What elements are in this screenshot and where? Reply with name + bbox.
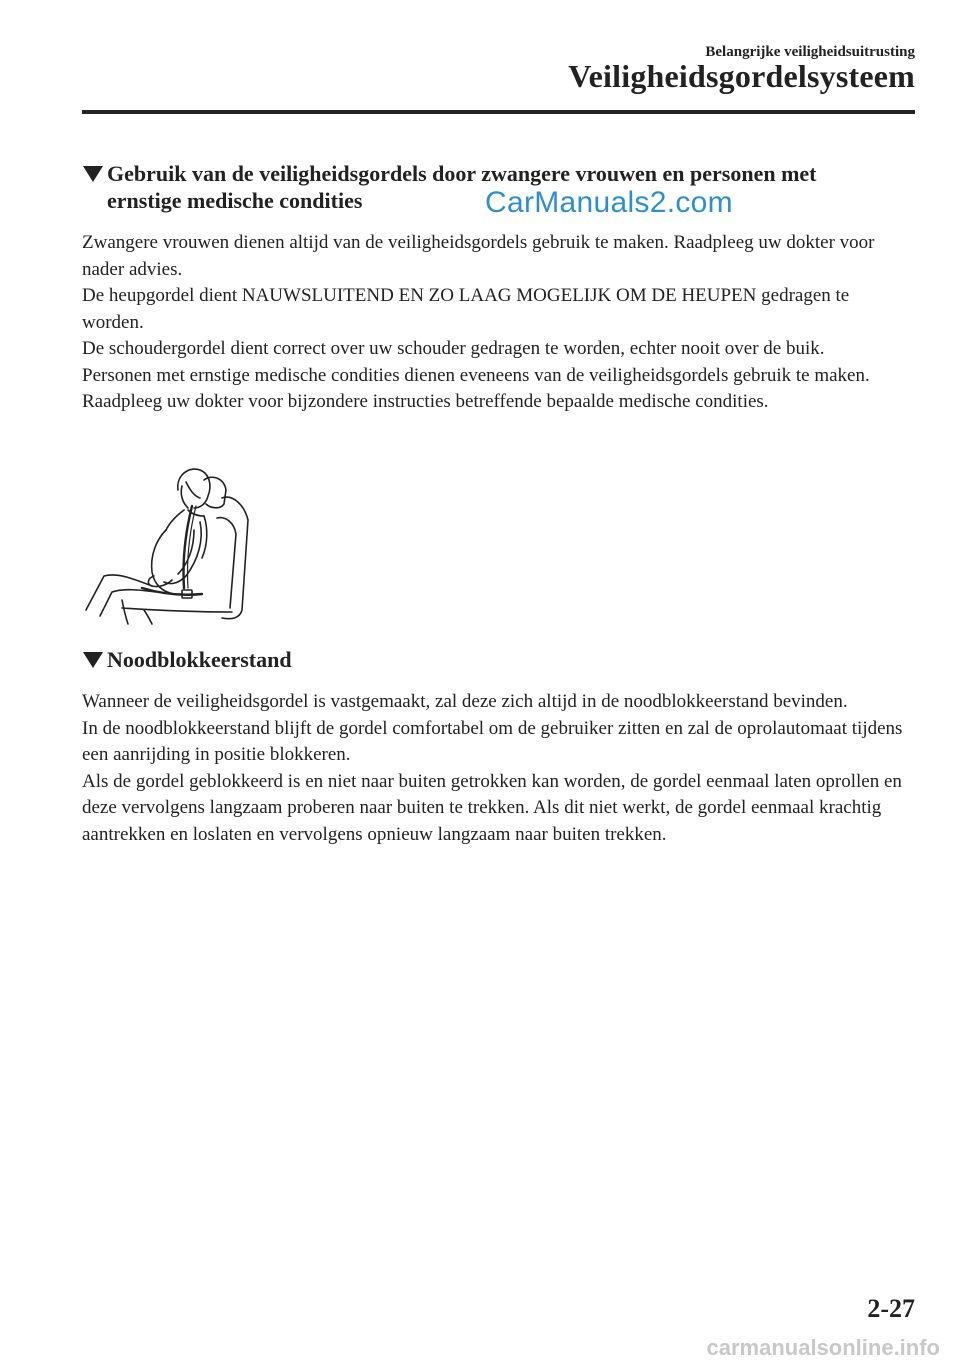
watermark-carmanuals2: CarManuals2.com [485,186,733,219]
section-emergency-locking [82,646,910,848]
paragraph: De schoudergordel dient correct over uw schouder gedragen te worden, echter nooit over de buik. [82,338,825,359]
heading-line-1: Gebruik van de veiligheidsgordels door zwangere vrouwen en personen met [107,161,817,186]
header-chapter-label: Belangrijke veiligheidsuitrusting [705,44,915,60]
watermark-carmanualsonline: carmanualsonline.info [706,1335,940,1360]
section-body [82,230,910,416]
heading-line-2: ernstige medische condities [107,188,363,213]
paragraph: In de noodblokkeerstand blijft de gordel comfortabel om de gebruiker zitten en zal de oprolautomaat tijdens een aanrijding in positie blokkeren. [82,717,903,765]
page-title: Veiligheidsgordelsysteem [568,58,915,94]
triangle-bullet-icon [82,165,104,183]
pregnant-woman-seatbelt-illustration [82,460,254,626]
triangle-bullet-icon [82,651,104,669]
paragraph: Personen met ernstige medische condities dienen eveneens van de veiligheidsgordels gebruik te maken. Raadpleeg uw dokter voor bijzondere instructies betreffende bepaalde medische condities. [82,364,870,412]
page-number: 2-27 [867,1294,915,1323]
section-body [82,689,910,848]
heading-text: Noodblokkeerstand [107,647,292,672]
paragraph: De heupgordel dient NAUWSLUITEND EN ZO LAAG MOGELIJK OM DE HEUPEN gedragen te worden. [82,285,850,333]
header-divider [82,110,915,114]
paragraph: Wanneer de veiligheidsgordel is vastgemaakt, zal deze zich altijd in de noodblokkeerstand bevinden. [82,691,848,712]
section-heading [82,646,910,673]
paragraph: Zwangere vrouwen dienen altijd van de veiligheidsgordels gebruik te maken. Raadpleeg uw dokter voor nader advies. [82,232,875,280]
paragraph: Als de gordel geblokkeerd is en niet naar buiten getrokken kan worden, de gordel eenmaal laten oprollen en deze vervolgens langzaam proberen naar buiten te trekken. Als dit niet werkt, de gordel eenmaal krachtig aantrekken en loslaten en vervolgens opnieuw langzaam naar buiten trekken. [82,770,902,845]
